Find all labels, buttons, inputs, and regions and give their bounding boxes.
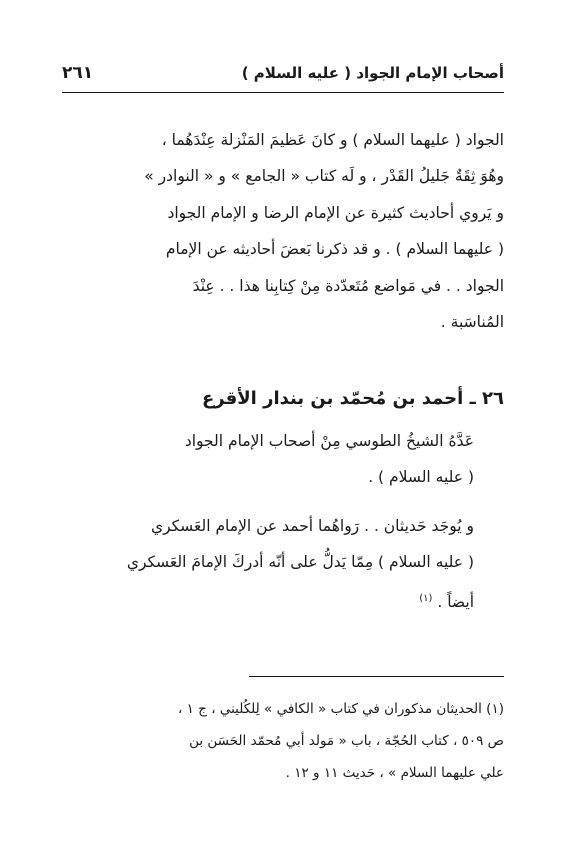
text-line: الجواد ( عليهما السلام ) و كانَ عَظيمَ المَنْزلة عِنْدَهُما ، [161,131,504,149]
text-fragment: أيضاً . [437,592,474,611]
footnote-line: ص ٥٠٩ ، كتاب الحُجّة ، باب « مَولد أبي مُحمّد الحَسَن بن [189,733,504,749]
text-line: ( عليه السلام ) مِمّا يَدلُّ على أنّه أدركَ الإمامَ العَسكري [126,553,474,572]
footnote-line: علي عليهما السلام » ، حَديث ١١ و ١٢ . [285,765,504,781]
text-line: الجواد . . في مَواضع مُتَعدّدة مِنْ كِتابِنا هذا . . عِنْدَ [192,276,504,295]
footnote-separator [249,676,504,677]
entry-paragraph [62,508,504,620]
footnote [62,693,504,789]
text-line [62,581,474,621]
text-line: ( عليه السلام ) . [368,468,474,487]
footnote-line: (١) الحديثان مذكوران في كتاب « الكافي » لِلكُليني ، ج ١ ، [177,701,504,717]
text-line: ( عليهما السلام ) . و قد ذكرنا بَعضَ أحاديثه عن الإمام [165,240,504,259]
running-title: أصحاب الإمام الجواد ( عليه السلام ) [241,64,504,82]
text-line: المُناسَبة . [440,313,504,332]
text-line: وهُوَ ثِقَةٌ جَليلُ القَدْر ، و لَه كتاب « الجامع » و « النوادر » [144,167,504,186]
text-line: عَدَّهُ الشيخُ الطوسي مِنْ أصحاب الإمام الجواد [184,432,474,450]
footnote-marker: (١) [419,592,433,604]
text-line: و يَروي أحاديث كثيرة عن الإمام الرضا و الإمام الجواد [167,203,504,222]
paragraph-continued [62,122,504,340]
entry-paragraph [62,423,504,496]
text-line: و يُوجَد حَديثان . . رَواهُما أحمد عن الإمام العَسكري [150,517,474,535]
page-number: ٢٦١ [62,63,94,83]
entry-heading: ٢٦ ـ أحمد بن مُحمّد بن بندار الأقرع [202,388,504,409]
header-rule [62,92,504,93]
running-header [62,58,504,88]
